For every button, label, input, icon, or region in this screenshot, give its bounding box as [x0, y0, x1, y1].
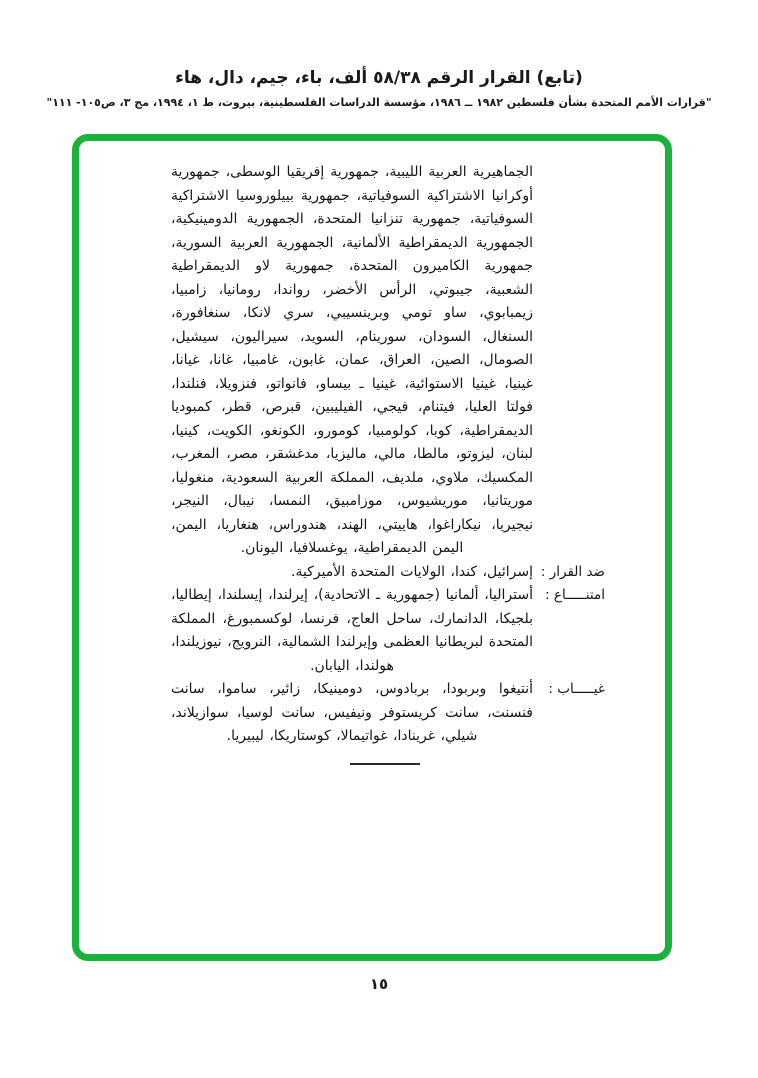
abstain-label: امتنـــــاع : [545, 587, 605, 603]
page-number: ١٥ [369, 975, 389, 993]
abstain-row [165, 584, 605, 678]
against-row [165, 561, 605, 585]
against-country-list: إسرائيل، كندا، الولايات المتحدة الأميركية. [291, 563, 533, 580]
source-citation: "قرارات الأمم المتحدة بشأن فلسطين ١٩٨٢ ــ ١٩٨٦، مؤسسة الدراسات الفلسطينية، بيروت، ط ١، ١٩٩٤، مج ٣، ص١٠٥- ١١١" [46, 96, 712, 109]
in-favor-row [165, 161, 605, 561]
absent-label: غيـــــاب : [548, 681, 605, 697]
in-favor-country-list: الجماهيرية العربية الليبية، جمهورية إفريقيا الوسطى، جمهورية أوكرانيا الاشتراكية السوفياتية، جمهورية بييلوروسيا الاشتراكية السوفياتية، جمهورية تنزانيا المتحدة، الجمهورية الدومينيكية، الجمهورية الديمقراطية الألمانية، الجمهورية العربية السورية، جمهورية الكاميرون المتحدة، جمهورية لاو الديمقراطية الشعبية، جيبوتي، الرأس الأخضر، رواندا، رومانيا، زامبيا، زيمبابوي، ساو تومي وبرينسيبي، سري لانكا، سنغافورة، السنغال، السودان، سورينام، السويد، سيراليون، سيشيل، الصومال، الصين، العراق، عمان، غابون، غامبيا، غانا، غيانا، غينيا، غينيا الاستوائية، غينيا ـ بيساو، فانواتو، فنزويلا، فنلندا، فولتا العليا، فيتنام، فيجي، الفيليبين، قبرص، قطر، كمبوديا الديمقراطية، كوبا، كولومبيا، كومورو، الكونغو، الكويت، كينيا، لبنان، ليزوتو، مالطا، مالي، ماليزيا، مدغشقر، مصر، المغرب، المكسيك، ملاوي، ملديف، المملكة العربية السعودية، منغوليا، موريتانيا، موريشيوس، موزامبيق، النمسا، نيبال، النيجر، نيجيريا، نيكاراغوا، هاييتي، الهند، هندوراس، هنغاريا، اليمن، اليمن الديمقراطية، يوغسلافيا، اليونان. [171, 164, 533, 556]
end-divider [350, 763, 420, 765]
absent-country-list: أنتيغوا وبربودا، بربادوس، دومينيكا، زائير، ساموا، سانت فنسنت، سانت كريستوفر ونيفيس، سانت لوسيا، سوازيلاند، شيلي، غرينادا، غواتيمالا، كوستاريكا، ليبيريا. [171, 681, 533, 744]
absent-row [165, 678, 605, 749]
abstain-country-list: أستراليا، ألمانيا (جمهورية ـ الاتحادية)، إيرلندا، إيسلندا، إيطاليا، بلجيكا، الدانمارك، ساحل العاج، فرنسا، لوكسمبورغ، المملكة المتحدة لبريطانيا العظمى وإيرلندا الشمالية، النرويج، نيوزيلندا، هولندا، اليابان. [171, 587, 533, 674]
against-label: ضد القرار : [540, 563, 605, 580]
content-frame [72, 134, 672, 961]
page-title: (تابع) القرار الرقم ٥٨/٣٨ ألف، باء، جيم، دال، هاء [175, 68, 583, 88]
